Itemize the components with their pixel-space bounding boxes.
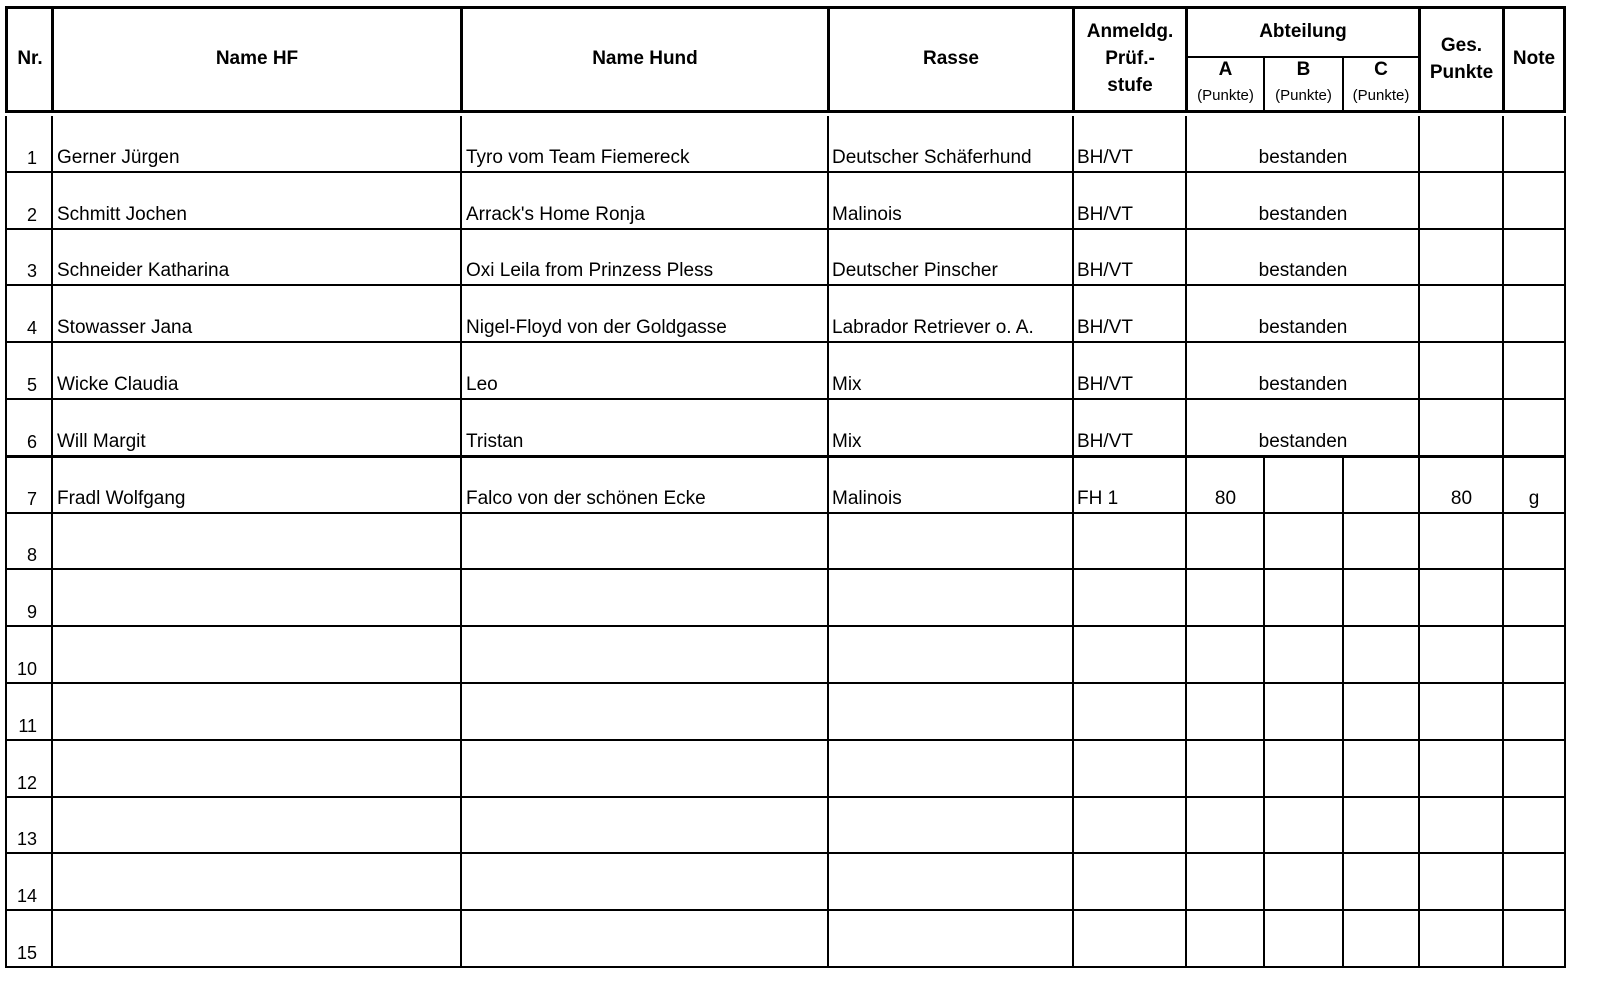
- row-divider: [5, 284, 1566, 286]
- header-note: Note: [1512, 48, 1556, 69]
- column-divider: [460, 116, 462, 968]
- abteilung-subdivider: [1342, 854, 1344, 911]
- cell-abteilung: bestanden: [1258, 260, 1348, 282]
- header-ges-line: Ges.: [1440, 35, 1483, 56]
- row-number: 1: [26, 147, 37, 168]
- cell-name-hund: Falco von der schönen Ecke: [466, 487, 706, 509]
- header-punkte-b: (Punkte): [1275, 87, 1332, 104]
- row-divider: [5, 909, 1566, 911]
- abteilung-subdivider: [1263, 911, 1265, 968]
- abteilung-subdivider: [1342, 570, 1344, 627]
- abteilung-subdivider: [1263, 741, 1265, 798]
- section-divider: [5, 455, 1566, 458]
- cell-ges-punkte: 80: [1450, 487, 1473, 509]
- header-anmeldung: [1075, 18, 1185, 99]
- abteilung-subdivider: [1263, 798, 1265, 855]
- cell-stufe: BH/VT: [1077, 260, 1133, 282]
- header-name-hund: Name Hund: [592, 48, 698, 69]
- cell-stufe: FH 1: [1077, 487, 1119, 509]
- column-divider: [1418, 116, 1420, 968]
- row-divider: [5, 625, 1566, 627]
- cell-stufe: BH/VT: [1077, 146, 1133, 168]
- header-ges-line: Punkte: [1429, 62, 1494, 83]
- row-number: 4: [26, 318, 37, 339]
- cell-name-hf: Fradl Wolfgang: [57, 487, 186, 509]
- abteilung-subdivider: [1263, 627, 1265, 684]
- header-anmeldung-line: Anmeldg.: [1086, 21, 1174, 42]
- table-bottom-border: [5, 966, 1566, 968]
- row-number: 11: [18, 715, 37, 736]
- row-number: 7: [26, 488, 37, 509]
- header-abteilung: Abteilung: [1259, 21, 1347, 42]
- abteilung-subdivider: [1263, 514, 1265, 571]
- abteilung-subdivider: [1342, 514, 1344, 571]
- cell-name-hf: Will Margit: [57, 430, 146, 452]
- row-divider: [5, 796, 1566, 798]
- cell-name-hf: Schneider Katharina: [57, 260, 230, 282]
- row-divider: [5, 171, 1566, 173]
- header-punkte-a: (Punkte): [1197, 87, 1254, 104]
- abteilung-subdivider: [1263, 570, 1265, 627]
- row-number: 5: [26, 375, 37, 395]
- row-divider: [5, 512, 1566, 514]
- column-divider: [1072, 116, 1074, 968]
- header-sub-a: A: [1218, 59, 1233, 80]
- abteilung-subdivider: [1263, 457, 1265, 514]
- cell-stufe: BH/VT: [1077, 203, 1133, 225]
- cell-abteilung: bestanden: [1258, 317, 1348, 339]
- column-divider: [1502, 116, 1504, 968]
- cell-abteilung: bestanden: [1258, 374, 1348, 395]
- cell-name-hf: Schmitt Jochen: [57, 203, 187, 225]
- cell-stufe: BH/VT: [1077, 374, 1133, 395]
- cell-name-hund: Oxi Leila from Prinzess Pless: [466, 260, 714, 282]
- row-number: 9: [26, 602, 37, 623]
- header-anmeldung-line: Prüf.-: [1105, 48, 1155, 69]
- header-punkte-c: (Punkte): [1352, 87, 1410, 104]
- abteilung-divider: [1185, 56, 1421, 58]
- abteilung-subdivider: [1342, 911, 1344, 968]
- cell-abteilung: bestanden: [1258, 146, 1348, 168]
- abteilung-subdivider: [1342, 684, 1344, 741]
- row-number: 10: [16, 659, 37, 679]
- cell-name-hund: Leo: [466, 374, 498, 395]
- row-number: 2: [26, 204, 37, 225]
- cell-abteilung: bestanden: [1258, 203, 1348, 225]
- cell-name-hund: Tyro vom Team Fiemereck: [466, 146, 690, 168]
- abteilung-subdivider: [1342, 627, 1344, 684]
- header-nr: Nr.: [17, 48, 43, 69]
- cell-punkte-a: 80: [1214, 487, 1237, 509]
- header-sub-c: C: [1374, 59, 1388, 80]
- row-number: 13: [16, 829, 37, 850]
- cell-stufe: BH/VT: [1077, 430, 1133, 452]
- abteilung-subdivider: [1263, 684, 1265, 741]
- abteilung-subdivider: [1342, 457, 1344, 514]
- cell-stufe: BH/VT: [1077, 317, 1133, 339]
- row-divider: [5, 398, 1566, 400]
- row-number: 15: [16, 943, 37, 963]
- row-number: 6: [26, 431, 37, 452]
- cell-name-hf: Wicke Claudia: [57, 374, 179, 395]
- column-divider: [1564, 116, 1566, 968]
- cell-name-hund: Tristan: [466, 430, 524, 452]
- cell-name-hf: Gerner Jürgen: [57, 146, 180, 168]
- header-rasse: Rasse: [923, 48, 979, 69]
- column-divider: [1185, 116, 1187, 968]
- cell-name-hund: Arrack's Home Ronja: [466, 203, 645, 225]
- row-divider: [5, 341, 1566, 343]
- cell-name-hund: Nigel-Floyd von der Goldgasse: [466, 317, 727, 339]
- column-divider: [827, 116, 829, 968]
- row-divider: [5, 228, 1566, 230]
- header-sub-b: B: [1296, 59, 1311, 80]
- row-divider: [5, 739, 1566, 741]
- cell-rasse: Labrador Retriever o. A.: [832, 317, 1034, 339]
- header-name-hf: Name HF: [215, 48, 299, 69]
- row-divider: [5, 568, 1566, 570]
- results-table: [5, 6, 1566, 965]
- header-ges-punkte: [1421, 32, 1502, 86]
- abteilung-subdivider: [1342, 741, 1344, 798]
- cell-note: g: [1528, 487, 1540, 509]
- cell-rasse: Mix: [832, 430, 862, 452]
- cell-rasse: Malinois: [832, 203, 902, 225]
- cell-rasse: Mix: [832, 374, 862, 395]
- cell-rasse: Deutscher Schäferhund: [832, 146, 1032, 168]
- cell-rasse: Deutscher Pinscher: [832, 260, 998, 282]
- abteilung-subdivider: [1263, 854, 1265, 911]
- row-divider: [5, 682, 1566, 684]
- row-number: 8: [26, 545, 37, 566]
- row-number: 12: [16, 772, 37, 793]
- cell-name-hf: Stowasser Jana: [57, 317, 193, 339]
- row-number: 3: [26, 261, 37, 282]
- abteilung-subdivider: [1342, 798, 1344, 855]
- row-divider: [5, 852, 1566, 854]
- cell-rasse: Malinois: [832, 487, 902, 509]
- column-divider: [51, 116, 53, 968]
- row-number: 14: [16, 886, 37, 907]
- header-anmeldung-line: stufe: [1107, 75, 1153, 96]
- cell-abteilung: bestanden: [1258, 430, 1348, 452]
